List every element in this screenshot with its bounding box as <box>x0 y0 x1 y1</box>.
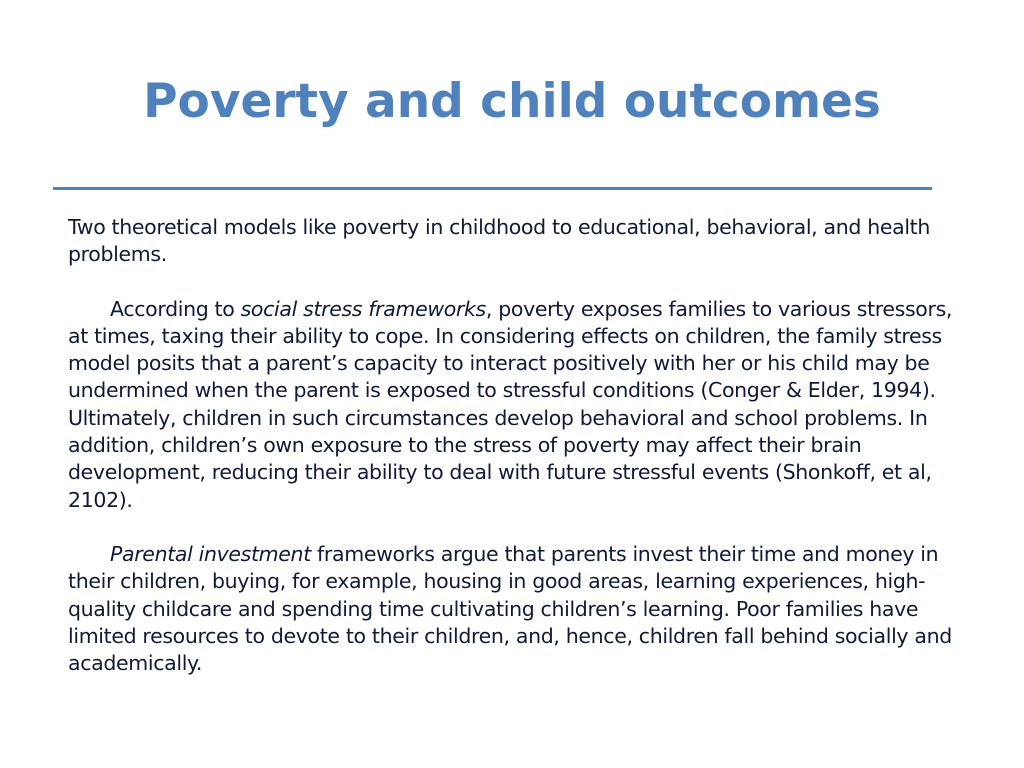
title-divider <box>53 187 932 190</box>
paragraph-text: , poverty exposes families to various stressors, at times, taxing their ability to cope. In considering effects on children, the family stress model posits that a parent’s capacity to interact positively with her or his child may be undermined when the parent is exposed to stressful conditions (Conger & Elder, 1994). Ultimately, children in such circumstances develop behavioral and school problems. In addition, children’s own exposure to the stress of poverty may affect their brain development, reducing their ability to deal with future stressful events (Shonkoff, et al, 2102). <box>68 296 953 512</box>
social-stress-term: social stress frameworks <box>240 296 486 321</box>
slide-title: Poverty and child outcomes <box>143 74 881 129</box>
parental-investment-paragraph <box>68 541 968 677</box>
paragraph-text: frameworks argue that parents invest their time and money in their children, buying, for example, housing in good areas, learning experiences, high-quality childcare and spending time cultivating children’s learning. Poor families have limited resources to devote to their children, and, hence, children fall behind socially and academically. <box>68 541 952 676</box>
slide-body <box>68 214 968 704</box>
parental-investment-term: Parental investment <box>110 541 311 566</box>
social-stress-paragraph <box>68 296 968 514</box>
intro-paragraph: Two theoretical models like poverty in childhood to educational, behavioral, and health problems. <box>68 215 930 267</box>
paragraph-lead: According to <box>110 296 241 321</box>
